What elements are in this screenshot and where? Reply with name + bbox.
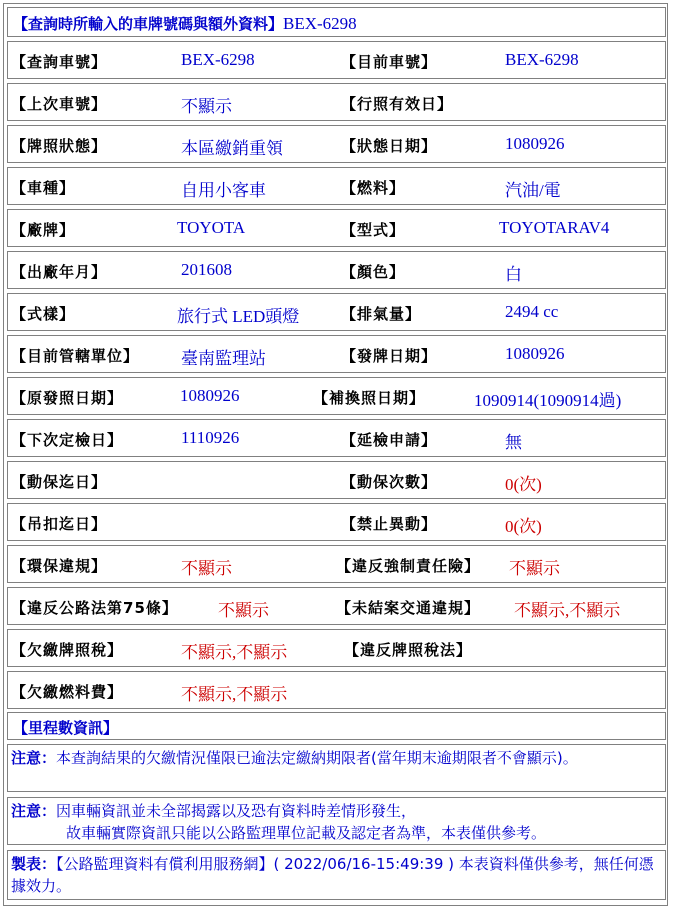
row-value-2: 1090914(1090914過) <box>474 391 622 410</box>
note-1-text: 本查詢結果的欠繳情況僅限已逾法定繳納期限者(當年期末逾期限者不會顯示)。 <box>56 749 578 767</box>
row-label: 【目前管轄單位】 <box>11 347 140 365</box>
row-value: 不顯示 <box>181 559 232 578</box>
row-label-2: 【動保次數】 <box>341 473 438 491</box>
row-value-2: TOYOTARAV4 <box>499 218 610 237</box>
row-label-2: 【目前車號】 <box>341 53 438 71</box>
row-value-2: 1080926 <box>505 134 565 153</box>
row-value: 旅行式 LED頭燈 <box>177 307 300 326</box>
row-label-2: 【發牌日期】 <box>341 347 438 365</box>
row-label-2: 【補換照日期】 <box>313 389 426 407</box>
row-value-2: 0(次) <box>505 517 542 536</box>
row-label: 【廠牌】 <box>11 221 76 239</box>
row-label: 【下次定檢日】 <box>11 431 124 449</box>
row-value-2: 無 <box>505 433 522 452</box>
row-label-2: 【違反牌照稅法】 <box>344 641 473 659</box>
row-label: 【動保迄日】 <box>11 473 108 491</box>
mileage-row <box>7 712 666 740</box>
info-row <box>7 629 666 667</box>
row-label: 【原發照日期】 <box>11 389 124 407</box>
page-title <box>13 13 357 34</box>
row-label: 【牌照狀態】 <box>11 137 108 155</box>
info-row <box>7 671 666 709</box>
row-label-2: 【禁止異動】 <box>341 515 438 533</box>
note-2 <box>11 800 662 844</box>
row-label: 【吊扣迄日】 <box>11 515 108 533</box>
info-row <box>7 83 666 121</box>
row-label: 【欠繳牌照稅】 <box>11 641 124 659</box>
info-row <box>7 251 666 289</box>
row-label: 【環保違規】 <box>11 557 108 575</box>
row-label-2: 【未結案交通違規】 <box>336 599 481 617</box>
row-label: 【上次車號】 <box>11 95 108 113</box>
note-row-2 <box>7 797 666 845</box>
row-label-2: 【狀態日期】 <box>341 137 438 155</box>
row-label: 【查詢車號】 <box>11 53 108 71</box>
row-value: 不顯示,不顯示 <box>181 685 288 704</box>
row-label-2: 【排氣量】 <box>341 305 422 323</box>
row-value: TOYOTA <box>177 218 246 237</box>
info-row <box>7 167 666 205</box>
row-value: 本區繳銷重領 <box>181 139 283 158</box>
row-value-2: 不顯示,不顯示 <box>514 601 621 620</box>
info-row <box>7 461 666 499</box>
note-1 <box>11 747 662 769</box>
row-value: 不顯示 <box>218 601 269 620</box>
row-value-2: 0(次) <box>505 475 542 494</box>
info-row <box>7 335 666 373</box>
info-row <box>7 293 666 331</box>
row-label-2: 【違反強制責任險】 <box>336 557 481 575</box>
mileage-title: 【里程數資訊】 <box>13 719 119 737</box>
note-3 <box>11 853 662 897</box>
title-text: 【查詢時所輸入的車牌號碼與額外資料】 <box>13 15 284 33</box>
note-3-text: 【公路監理資料有償利用服務網】( 2022/06/16-15:49:39 ) 本表資料僅供參考，無任何憑據效力。 <box>11 855 654 895</box>
info-row <box>7 587 666 625</box>
note-1-label: 注意： <box>11 749 57 767</box>
row-label-2: 【延檢申請】 <box>341 431 438 449</box>
row-label-2: 【燃料】 <box>341 179 406 197</box>
row-value-2: BEX-6298 <box>505 50 579 69</box>
row-value: 1080926 <box>180 386 240 405</box>
row-value: BEX-6298 <box>181 50 255 69</box>
row-label-2: 【型式】 <box>341 221 406 239</box>
note-row-3 <box>7 850 666 900</box>
title-plate: BEX-6298 <box>283 14 357 33</box>
row-value-2: 不顯示 <box>509 559 560 578</box>
row-value-2: 2494 cc <box>505 302 559 321</box>
row-label: 【車種】 <box>11 179 76 197</box>
row-label-2: 【顏色】 <box>341 263 406 281</box>
row-value-2: 汽油/電 <box>505 181 561 200</box>
row-label-2: 【行照有效日】 <box>341 95 454 113</box>
info-row <box>7 419 666 457</box>
info-row <box>7 545 666 583</box>
row-value: 不顯示 <box>181 97 232 116</box>
row-label: 【出廠年月】 <box>11 263 108 281</box>
note-2-line-1: 因車輛資訊並未全部揭露以及恐有資料時差情形發生， <box>56 802 417 820</box>
row-label: 【式樣】 <box>11 305 76 323</box>
info-row <box>7 209 666 247</box>
info-row <box>7 377 666 415</box>
info-row <box>7 125 666 163</box>
note-3-label: 製表： <box>11 855 57 873</box>
note-2-label: 注意： <box>11 802 57 820</box>
note-row-1 <box>7 744 666 792</box>
row-value: 不顯示,不顯示 <box>181 643 288 662</box>
header-row <box>7 7 666 37</box>
row-value-2: 白 <box>505 265 522 284</box>
note-2-line-2: 故車輛實際資訊只能以公路監理單位記載及認定者為準，本表僅供參考。 <box>66 824 547 842</box>
row-value: 臺南監理站 <box>181 349 266 368</box>
row-value: 201608 <box>181 260 232 279</box>
info-row <box>7 503 666 541</box>
row-label: 【欠繳燃料費】 <box>11 683 124 701</box>
row-value: 1110926 <box>181 428 240 447</box>
info-row <box>7 41 666 79</box>
row-value: 自用小客車 <box>181 181 266 200</box>
row-value-2: 1080926 <box>505 344 565 363</box>
row-label: 【違反公路法第75條】 <box>11 599 178 617</box>
